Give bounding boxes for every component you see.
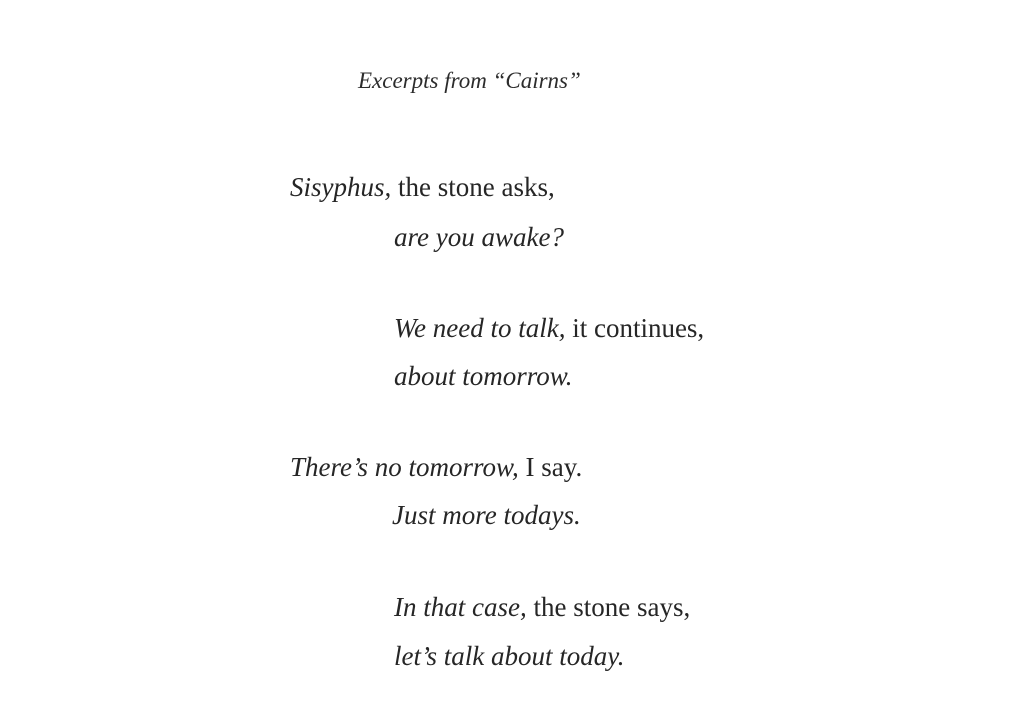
poem-line — [290, 172, 555, 203]
poem-line: Just more todays. — [392, 500, 581, 530]
poem-line-roman: it continues, — [565, 313, 705, 343]
poem-line — [394, 313, 704, 344]
poem-line-italic: There’s no tomorrow, — [290, 452, 519, 482]
poem-line-roman: I say. — [518, 452, 583, 482]
poem-line-roman: the stone says, — [526, 592, 691, 622]
poem-line — [394, 592, 690, 623]
poem-line-italic: In that case, — [394, 592, 527, 622]
poem-line — [290, 452, 582, 483]
poem-line: let’s talk about today. — [394, 641, 625, 671]
poem-line: are you awake? — [394, 222, 564, 252]
poem-line-italic: Sisyphus, — [290, 172, 392, 202]
page-title: Excerpts from “Cairns” — [358, 68, 581, 93]
poem-line: about tomorrow. — [394, 361, 573, 391]
poem-line-roman: the stone asks, — [391, 172, 555, 202]
poem-line-italic: We need to talk, — [394, 313, 566, 343]
